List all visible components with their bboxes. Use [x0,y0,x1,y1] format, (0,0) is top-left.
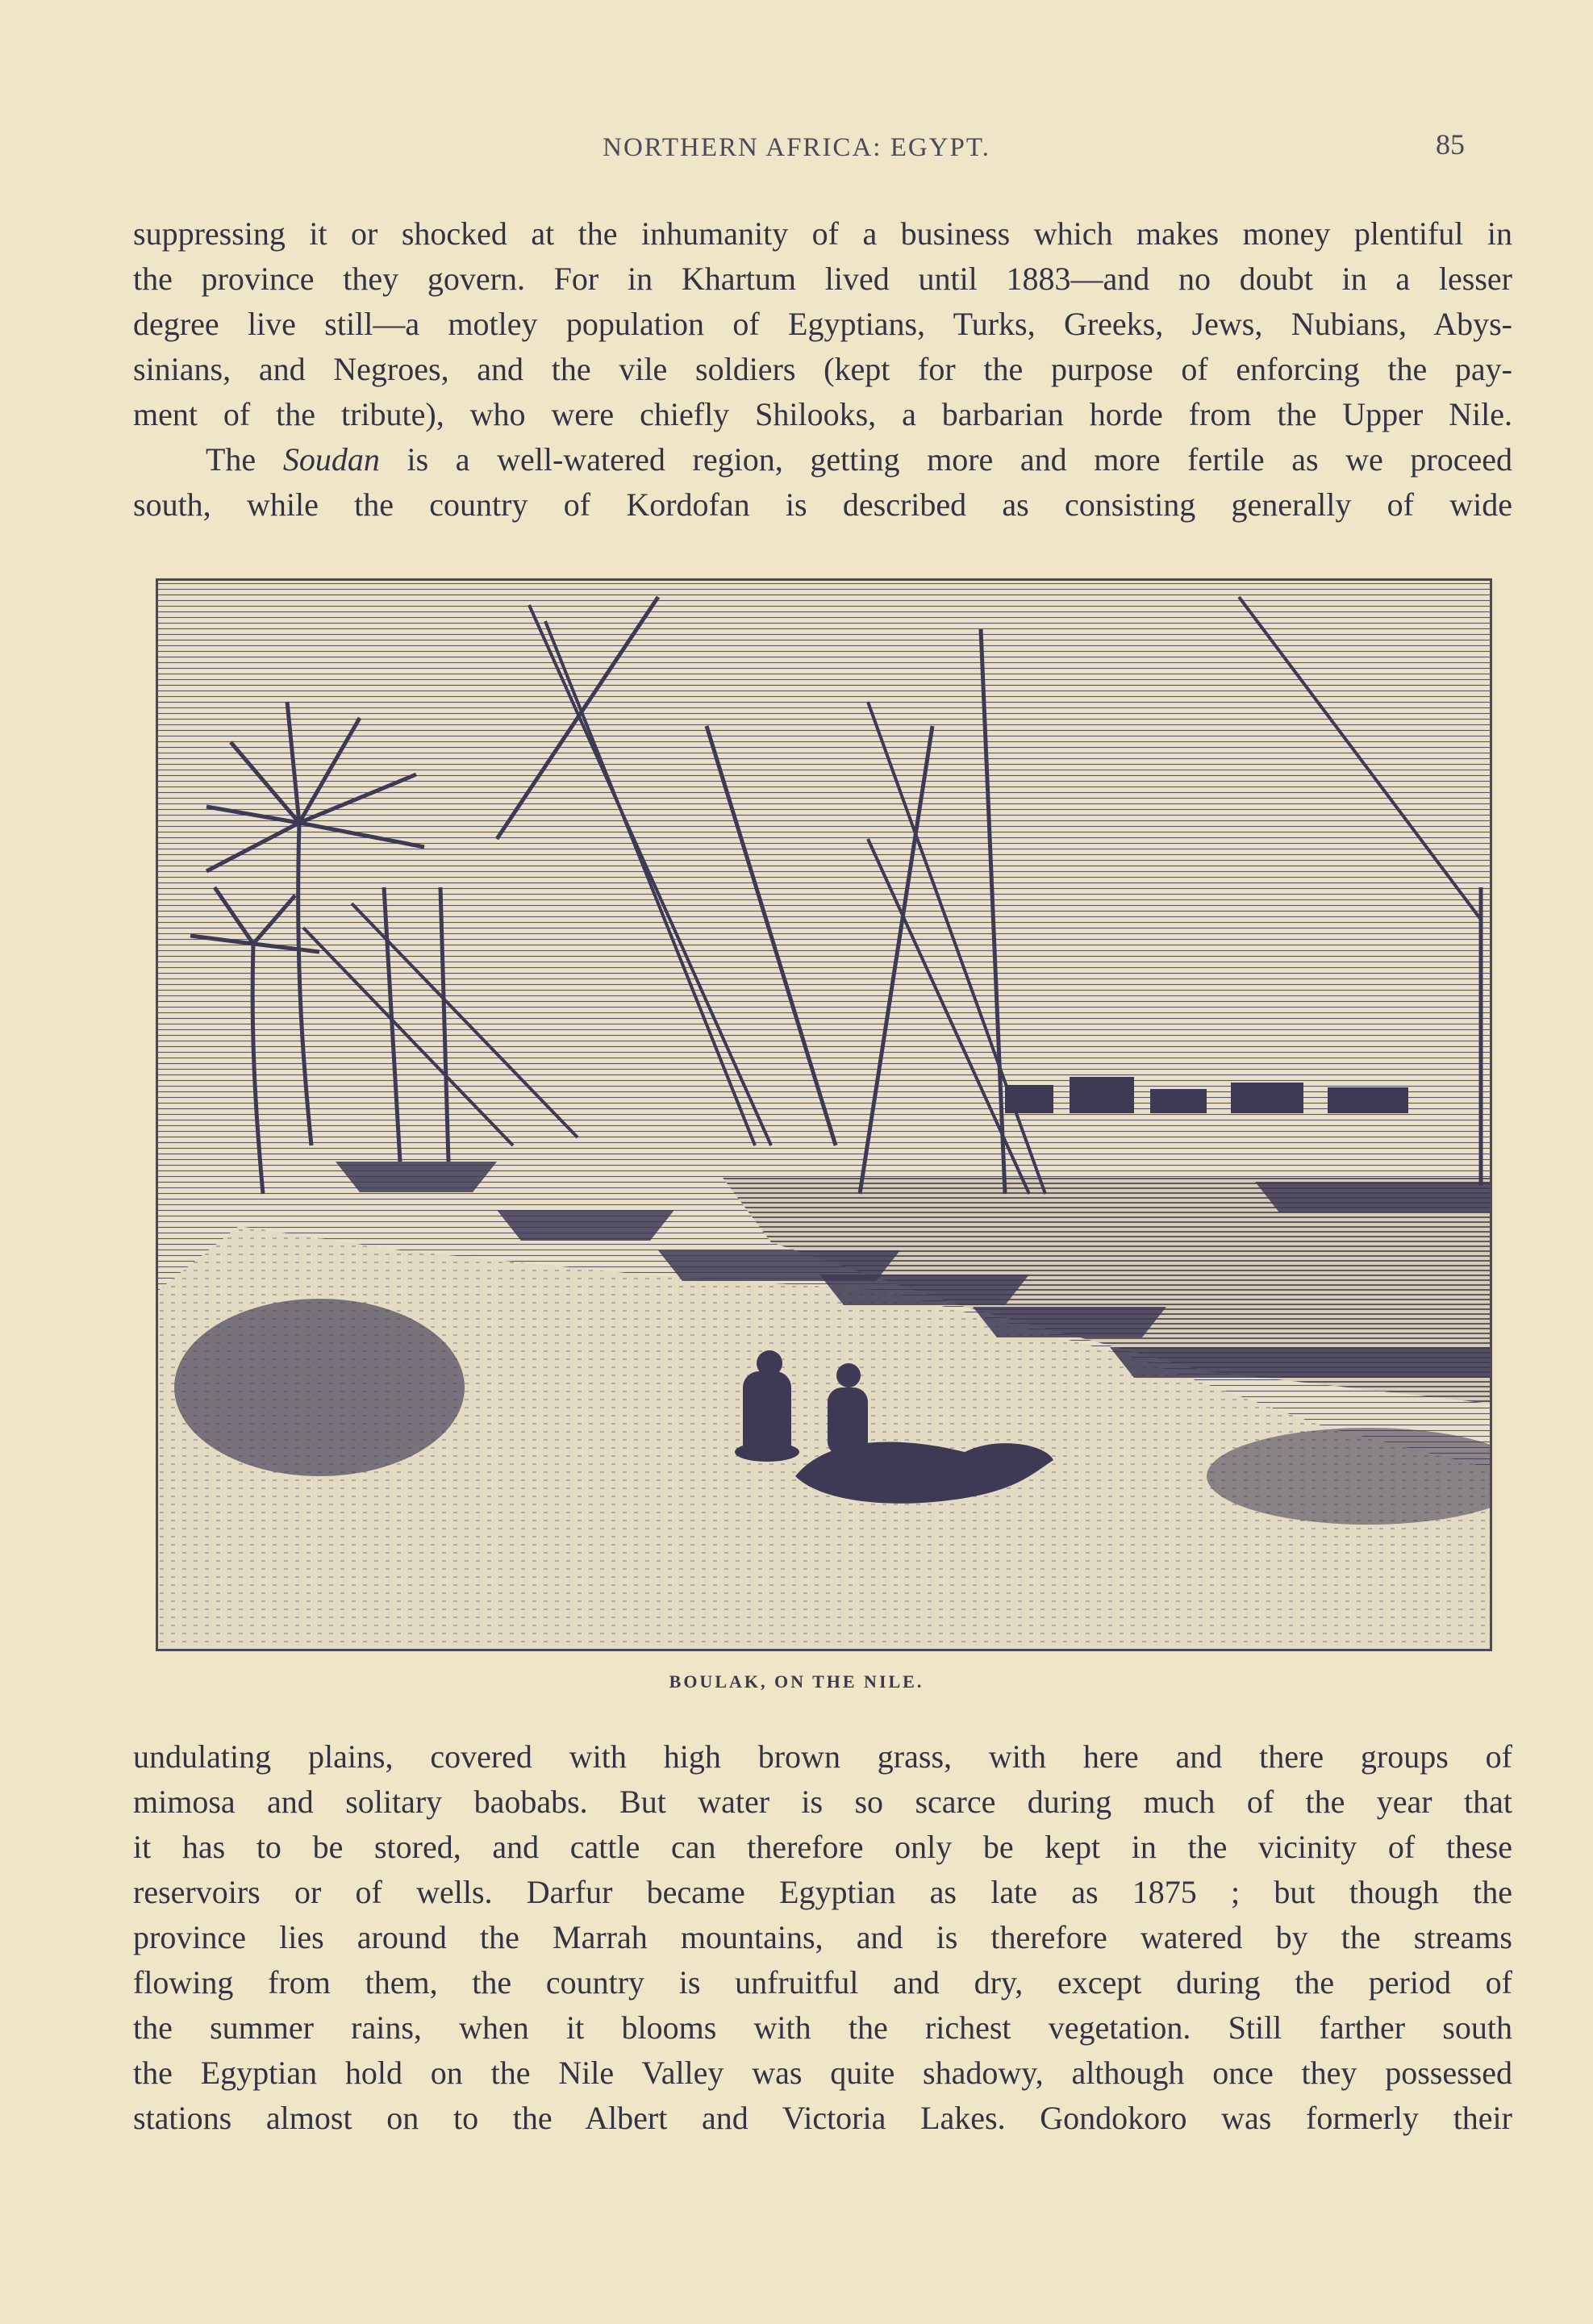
boat-hull [1255,1182,1490,1212]
text-line: ment of the tribute), who were chiefly Shilooks, a barbarian horde from the Upper Nile. [133,396,1512,432]
text-line: undulating plains, covered with high brown grass, with here and there groups of [133,1738,1512,1775]
boat-hull [497,1210,674,1241]
text-line: reservoirs or of wells. Darfur became Egyptian as late as 1875 ; but though the [133,1874,1512,1910]
page-number: 85 [1436,128,1465,161]
text-line: the summer rains, when it blooms with the richest vegetation. Still farther south [133,2009,1512,2046]
boat-hull [1110,1347,1490,1378]
text-line: degree live still—a motley population of Egyptians, Turks, Greeks, Jews, Nubians, Abys- [133,306,1512,342]
text-line: south, while the country of Kordofan is described as consisting generally of wide [133,486,1512,523]
boat-hull [336,1162,497,1192]
text-line: the Egyptian hold on the Nile Valley was quite shadowy, although once they possessed [133,2055,1512,2091]
bottom-text-block [133,1734,1512,2141]
top-text-block [133,211,1512,528]
boat-hull [973,1307,1166,1337]
text-line: province lies around the Marrah mountains, and is therefore watered by the streams [133,1919,1512,1955]
text-line: it has to be stored, and cattle can therefore only be kept in the vicinity of these [133,1829,1512,1865]
text-line: the province they govern. For in Khartum lived until 1883—and no doubt in a lesser [133,261,1512,297]
text-line: sinians, and Negroes, and the vile soldiers (kept for the purpose of enforcing the pay- [133,351,1512,387]
para2-before: The [206,441,283,478]
engraving-illustration [156,578,1492,1651]
text-line: suppressing it or shocked at the inhumanity of a business which makes money plentiful in [133,215,1512,252]
engraving-svg [158,581,1490,1649]
text-line: flowing from them, the country is unfruitful and dry, except during the period of [133,1964,1512,2001]
running-head: NORTHERN AFRICA: EGYPT. [603,133,990,162]
text-line: mimosa and solitary baobabs. But water is so scarce during much of the year that [133,1784,1512,1820]
para2-after: is a well-watered region, getting more and more fertile as we proceed [379,441,1513,478]
figure-caption: BOULAK, ON THE NILE. [669,1671,924,1692]
boat-hull [819,1275,1029,1305]
text-line: stations almost on to the Albert and Victoria Lakes. Gondokoro was formerly their [133,2100,1512,2136]
italic-word: Soudan [282,441,380,478]
paragraph-start-line [133,437,1512,482]
